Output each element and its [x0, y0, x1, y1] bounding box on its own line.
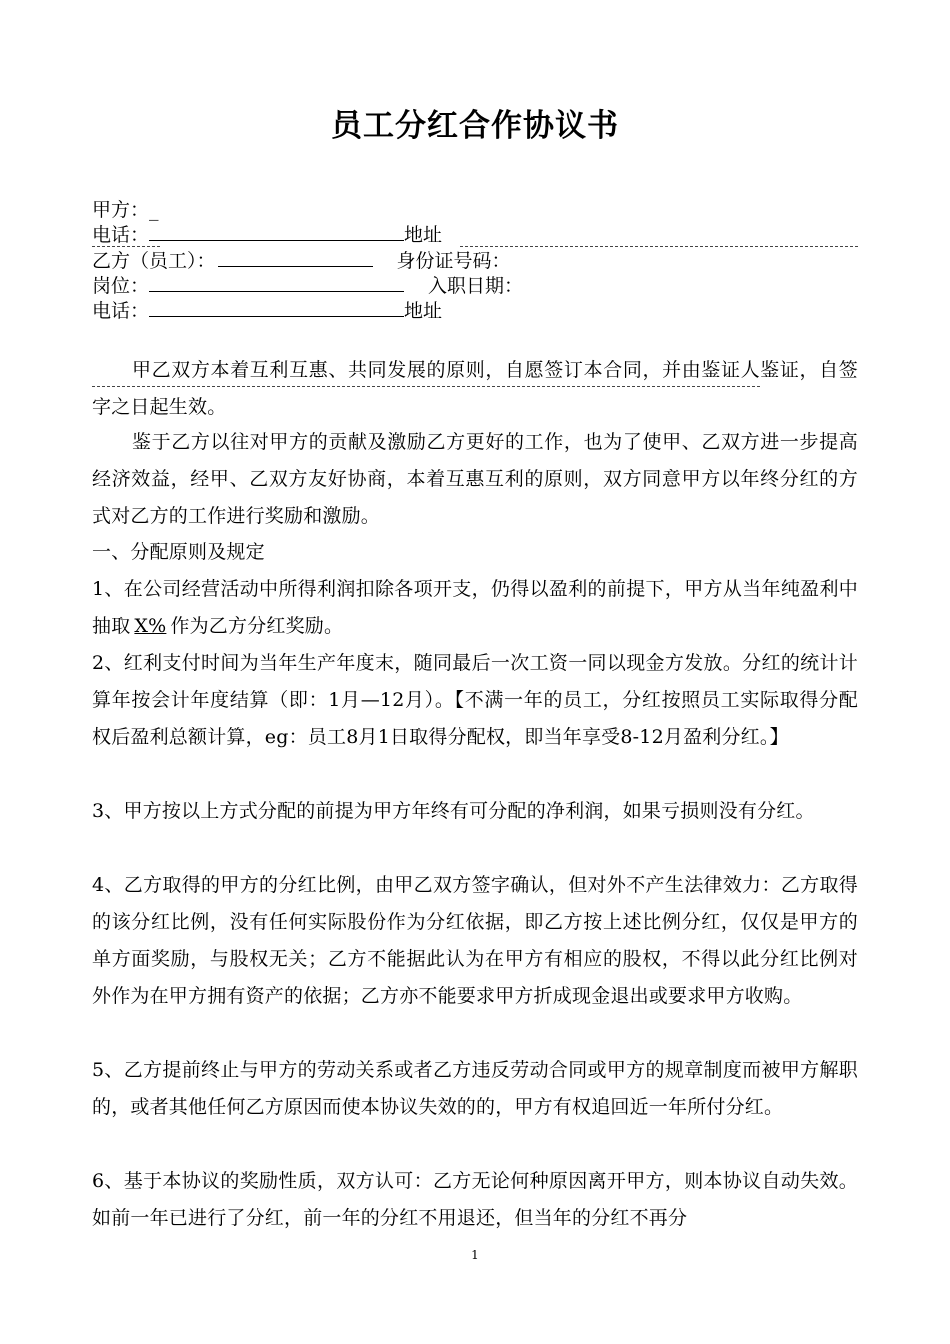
phone-line — [92, 222, 442, 247]
section-heading: 一、分配原则及规定 — [92, 541, 265, 563]
party-a-label: 甲方： — [92, 199, 150, 221]
phone2-label: 电话： — [92, 300, 150, 322]
dashed-rule — [92, 386, 760, 387]
position-label: 岗位： — [92, 275, 150, 297]
phone-label: 电话： — [92, 224, 150, 246]
clause-1-text-b: 作为乙方分红奖励。 — [170, 615, 344, 637]
phone2-blank — [149, 298, 404, 317]
address-label: 地址 — [404, 224, 443, 246]
dashed-rule — [460, 246, 858, 247]
address2-label: 地址 — [404, 300, 443, 322]
phone2-line — [92, 298, 442, 323]
clause-5: 5、乙方提前终止与甲方的劳动关系或者乙方违反劳动合同或甲方的规章制度而被甲方解职的，或者其他任何乙方原因而使本协议失效的的，甲方有权追回近一年所付分红。 — [92, 1059, 858, 1118]
intro-paragraph-2: 鉴于乙方以往对甲方的贡献及激励乙方更好的工作，也为了使甲、乙双方进一步提高经济效益，经甲、乙双方友好协商，本着互惠互利的原则，双方同意甲方以年终分红的方式对乙方的工作进行奖励和激励。 — [92, 431, 858, 527]
party-b-line — [92, 248, 511, 273]
entry-date-label: 入职日期： — [428, 275, 524, 297]
clause-3: 3、甲方按以上方式分配的前提为甲方年终有可分配的净利润，如果亏损则没有分红。 — [92, 800, 815, 822]
clause-1-percentage: X% — [134, 615, 167, 637]
clause-1-text-a: 1、在公司经营活动中所得利润扣除各项开支，仍得以盈利的前提下，甲方从当年纯盈利中抽取 — [92, 578, 858, 637]
party-a-line — [92, 198, 159, 222]
id-number-label: 身份证号码： — [396, 250, 511, 272]
position-line — [92, 273, 523, 298]
clause-4: 4、乙方取得的甲方的分红比例，由甲乙双方签字确认，但对外不产生法律效力：乙方取得的该分红比例，没有任何实际股份作为分红依据，即乙方按上述比例分红，仅仅是甲方的单方面奖励，与股权无关；乙方不能据此认为在甲方有相应的股权，不得以此分红比例对外作为在甲方拥有资产的依据；乙方亦不能要求甲方折成现金退出或要求甲方收购。 — [92, 874, 858, 1007]
party-a-blank: _ — [149, 199, 159, 221]
page-number: 1 — [471, 1248, 479, 1262]
party-b-label: 乙方（员工）： — [92, 250, 216, 272]
phone-blank — [149, 222, 404, 241]
intro-paragraph-1: 甲乙双方本着互利互惠、共同发展的原则，自愿签订本合同，并由鉴证人鉴证，自签字之日起生效。 — [92, 359, 858, 418]
party-b-blank — [218, 248, 373, 267]
position-blank — [149, 273, 404, 292]
clause-1 — [92, 571, 858, 645]
dashed-rule — [92, 246, 160, 247]
clause-2: 2、红利支付时间为当年生产年度末，随同最后一次工资一同以现金方发放。分红的统计计算年按会计年度结算（即：1月—12月）。【不满一年的员工，分红按照员工实际取得分配权后盈利总额计算，eg：员工8月1日取得分配权，即当年享受8-12月盈利分红。】 — [92, 652, 858, 748]
clause-6: 6、基于本协议的奖励性质，双方认可：乙方无论何种原因离开甲方，则本协议自动失效。如前一年已进行了分红，前一年的分红不用退还，但当年的分红不再分 — [92, 1170, 858, 1229]
document-title: 员工分红合作协议书 — [331, 108, 619, 144]
